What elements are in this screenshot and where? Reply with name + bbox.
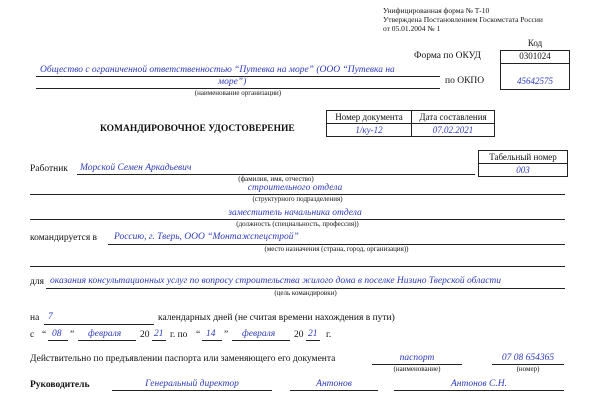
- period-to-month: февраля: [242, 329, 276, 339]
- tab-number-value: 003: [479, 164, 568, 177]
- head-full-name: Антонов С.Н.: [450, 379, 508, 389]
- purpose-label: для: [30, 277, 44, 287]
- document-title: КОМАНДИРОВОЧНОЕ УДОСТОВЕРЕНИЕ: [100, 124, 295, 134]
- period-to-label: г. по: [170, 330, 188, 340]
- duration-text: календарных дней (не считая времени нахождения в пути): [158, 313, 395, 323]
- duration-days: 7: [48, 312, 53, 322]
- purpose-caption: (цель командировки): [274, 289, 337, 297]
- okud-label: Форма по ОКУД: [414, 51, 481, 61]
- passport-number-caption: (номер): [516, 365, 540, 373]
- form-header-line1: Унифицированная форма № Т-10: [383, 6, 490, 15]
- organization-name-line2: море”): [218, 77, 247, 87]
- okud-value: 0301024: [519, 51, 551, 61]
- department-value: строительного отдела: [247, 183, 343, 193]
- document-info-table: [326, 110, 495, 137]
- period-from-label: с: [30, 330, 35, 340]
- period-from-month: февраля: [88, 329, 122, 339]
- organization-caption: (наименование организации): [194, 89, 282, 97]
- employee-name-caption: (фамилия, имя, отчество): [238, 175, 314, 183]
- department-caption: (структурного подразделения): [252, 195, 343, 203]
- form-header-line3: от 05.01.2004 № 1: [383, 24, 441, 33]
- document-number-value: 1/ку-12: [327, 124, 412, 137]
- destination-value: Россию, г. Тверь, ООО “Монтажспецстрой”: [114, 232, 299, 242]
- okpo-label: по ОКПО: [445, 76, 485, 86]
- head-label: Руководитель: [30, 380, 90, 390]
- head-position: Генеральный директор: [145, 379, 239, 389]
- tab-number-table: [478, 150, 568, 177]
- period-from-day: 08: [52, 329, 62, 339]
- form-header-line2: Утверждена Постановлением Госкомстата России: [383, 15, 543, 24]
- passport-doc-number: 07 08 654365: [501, 353, 555, 363]
- destination-label: командируется в: [30, 233, 98, 243]
- document-date-value: 07.02.2021: [412, 124, 495, 137]
- position-value: заместитель начальника отдела: [228, 208, 362, 218]
- code-header: Код: [527, 38, 543, 48]
- period-to-year: 21: [308, 329, 318, 339]
- passport-name-caption: (наименование): [393, 365, 441, 373]
- head-signature: Антонов: [316, 379, 352, 389]
- passport-label: Действительно по предъявлении паспорта или заменяющего его документа: [30, 354, 336, 364]
- duration-label: на: [30, 313, 40, 323]
- purpose-value: оказания консультационных услуг по вопросу строительства жилого дома в поселке Низино Тверской области: [50, 276, 502, 286]
- period-to-day: 14: [206, 329, 216, 339]
- organization-name-line1: Общество с ограниченной ответственностью “Путевка на море” (ООО “Путевка на: [40, 65, 395, 75]
- employee-label: Работник: [30, 164, 68, 174]
- passport-doc-name: паспорт: [399, 353, 435, 363]
- destination-caption: (место назначения (страна, город, организация)): [264, 245, 409, 253]
- document-number-header: Номер документа: [327, 111, 412, 124]
- document-date-header: Дата составления: [412, 111, 495, 124]
- employee-name: Морской Семен Аркадьевич: [80, 163, 192, 173]
- tab-number-header: Табельный номер: [479, 151, 568, 164]
- period-from-year: 21: [154, 329, 164, 339]
- okpo-value: 45642575: [517, 76, 553, 86]
- position-caption: (должность (специальность, профессия)): [236, 220, 359, 228]
